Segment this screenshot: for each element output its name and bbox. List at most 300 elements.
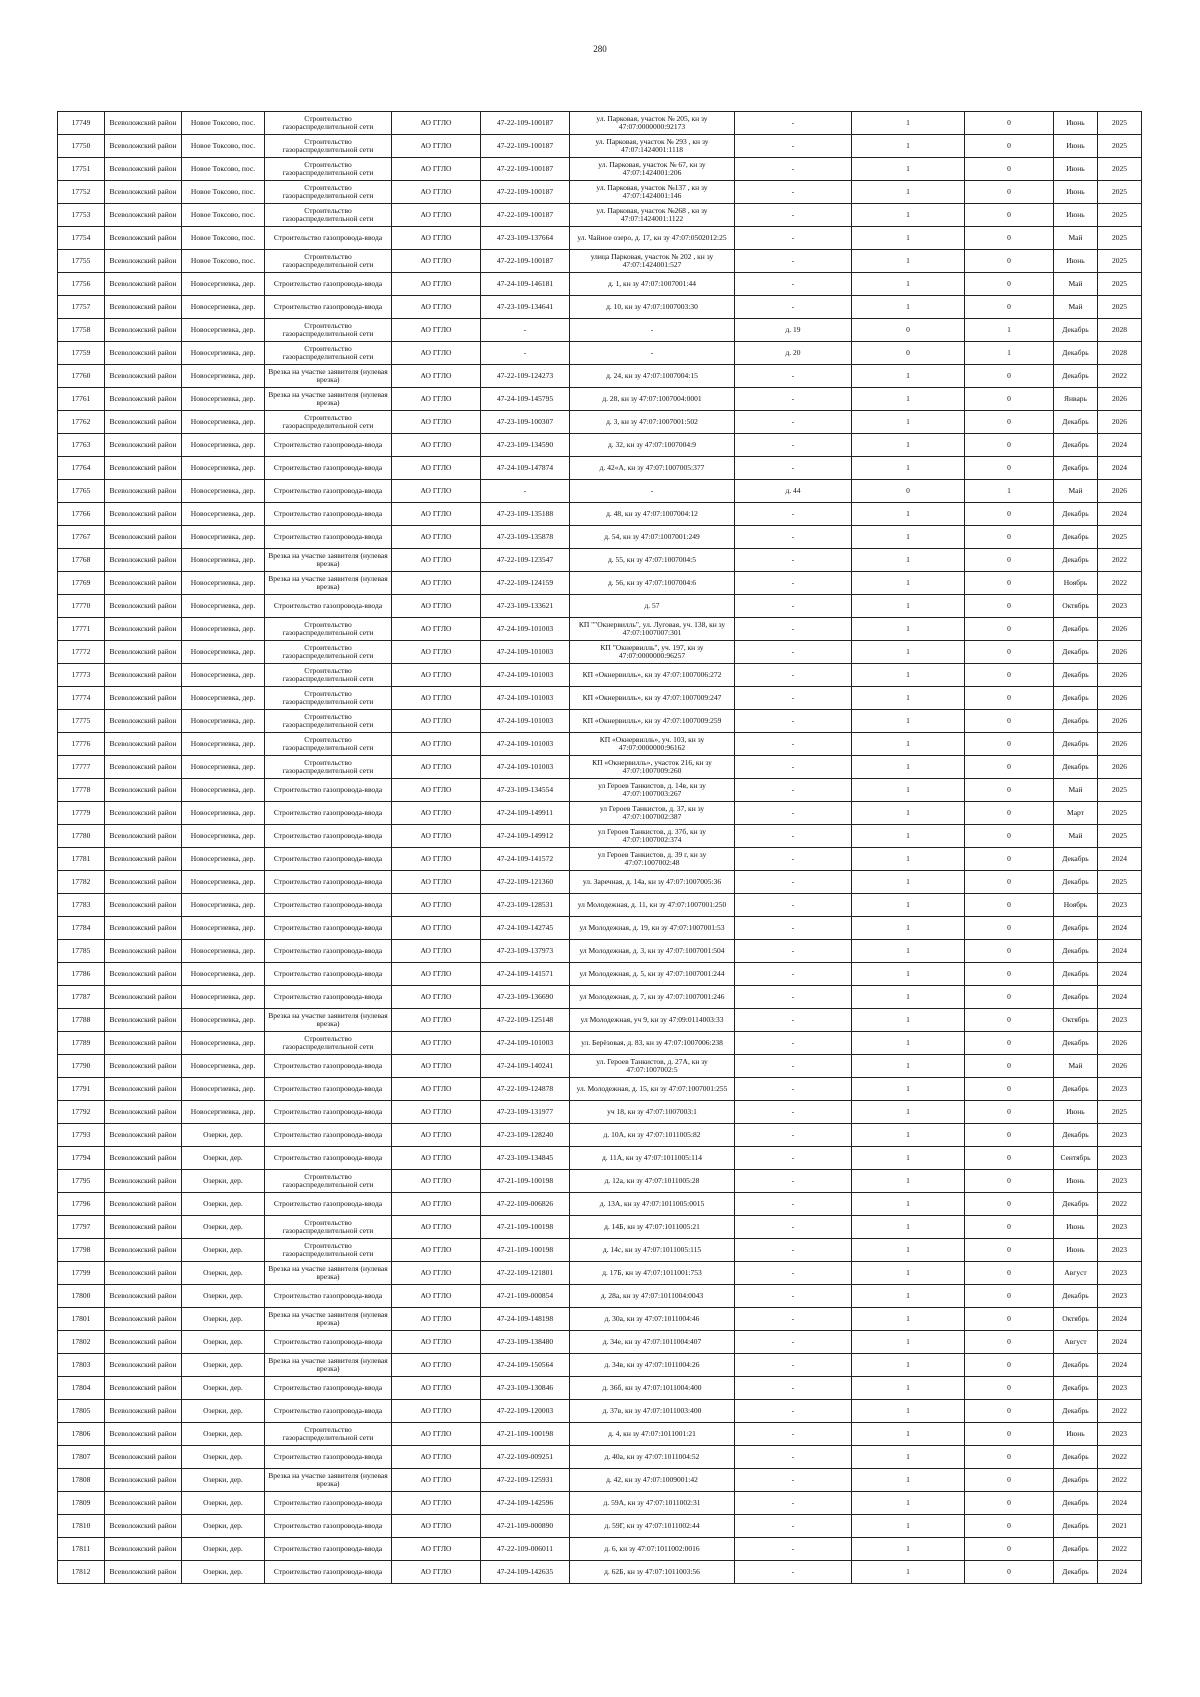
year-cell: 2025 — [1098, 296, 1142, 319]
year-cell: 2025 — [1098, 802, 1142, 825]
district-cell: Всеволожский район — [105, 1446, 182, 1469]
count-planned-cell: 0 — [965, 135, 1054, 158]
year-cell: 2022 — [1098, 365, 1142, 388]
year-cell: 2025 — [1098, 273, 1142, 296]
count-applications-cell: 1 — [852, 1469, 965, 1492]
count-planned-cell: 0 — [965, 641, 1054, 664]
page-number: 280 — [593, 44, 607, 54]
table-row — [58, 710, 1142, 733]
work-type-cell: Строительство газопровода-ввода — [265, 1147, 392, 1170]
year-cell: 2022 — [1098, 1538, 1142, 1561]
count-planned-cell: 0 — [965, 1446, 1054, 1469]
year-cell: 2026 — [1098, 687, 1142, 710]
count-planned-cell: 0 — [965, 1055, 1054, 1078]
house-cell: - — [735, 1561, 852, 1584]
work-type-cell: Строительство газораспределительной сети — [265, 733, 392, 756]
count-applications-cell: 1 — [852, 112, 965, 135]
table-row — [58, 181, 1142, 204]
locality-cell: Новосергиевка, дер. — [182, 779, 265, 802]
row-number-cell: 17786 — [58, 963, 105, 986]
house-cell: - — [735, 1193, 852, 1216]
district-cell: Всеволожский район — [105, 1216, 182, 1239]
house-cell: - — [735, 1147, 852, 1170]
locality-cell: Озерки, дер. — [182, 1423, 265, 1446]
table-row — [58, 204, 1142, 227]
table-row — [58, 227, 1142, 250]
year-cell: 2024 — [1098, 434, 1142, 457]
row-number-cell: 17752 — [58, 181, 105, 204]
count-applications-cell: 1 — [852, 1331, 965, 1354]
work-type-cell: Строительство газопровода-ввода — [265, 480, 392, 503]
house-cell: д. 44 — [735, 480, 852, 503]
district-cell: Всеволожский район — [105, 388, 182, 411]
month-cell: Декабрь — [1054, 1285, 1098, 1308]
count-planned-cell: 0 — [965, 296, 1054, 319]
count-planned-cell: 0 — [965, 411, 1054, 434]
count-applications-cell: 1 — [852, 1561, 965, 1584]
month-cell: Июнь — [1054, 181, 1098, 204]
count-planned-cell: 0 — [965, 1538, 1054, 1561]
address-cell: ул. Парковая, участок № 293 , кн зу 47:07:1424001:1118 — [570, 135, 735, 158]
row-number-cell: 17767 — [58, 526, 105, 549]
district-cell: Всеволожский район — [105, 1285, 182, 1308]
row-number-cell: 17756 — [58, 273, 105, 296]
year-cell: 2026 — [1098, 480, 1142, 503]
organization-cell: АО ГГЛО — [392, 1423, 481, 1446]
organization-cell: АО ГГЛО — [392, 342, 481, 365]
house-cell: - — [735, 1239, 852, 1262]
house-cell: - — [735, 1538, 852, 1561]
locality-cell: Озерки, дер. — [182, 1492, 265, 1515]
organization-cell: АО ГГЛО — [392, 940, 481, 963]
year-cell: 2023 — [1098, 1377, 1142, 1400]
row-number-cell: 17806 — [58, 1423, 105, 1446]
count-planned-cell: 0 — [965, 503, 1054, 526]
house-cell: - — [735, 1492, 852, 1515]
district-cell: Всеволожский район — [105, 917, 182, 940]
year-cell: 2025 — [1098, 779, 1142, 802]
table-row — [58, 917, 1142, 940]
house-cell: - — [735, 250, 852, 273]
district-cell: Всеволожский район — [105, 1561, 182, 1584]
work-type-cell: Строительство газопровода-ввода — [265, 1285, 392, 1308]
year-cell: 2026 — [1098, 710, 1142, 733]
count-planned-cell: 0 — [965, 1262, 1054, 1285]
row-number-cell: 17780 — [58, 825, 105, 848]
address-cell: д. 34е, кн зу 47:07:1011004:407 — [570, 1331, 735, 1354]
locality-cell: Новосергиевка, дер. — [182, 319, 265, 342]
district-cell: Всеволожский район — [105, 1423, 182, 1446]
year-cell: 2026 — [1098, 664, 1142, 687]
year-cell: 2025 — [1098, 250, 1142, 273]
house-cell: - — [735, 664, 852, 687]
row-number-cell: 17777 — [58, 756, 105, 779]
year-cell: 2024 — [1098, 917, 1142, 940]
locality-cell: Озерки, дер. — [182, 1216, 265, 1239]
house-cell: - — [735, 1331, 852, 1354]
month-cell: Декабрь — [1054, 940, 1098, 963]
tech-conditions-number-cell: 47-23-109-137664 — [481, 227, 570, 250]
locality-cell: Новосергиевка, дер. — [182, 526, 265, 549]
work-type-cell: Строительство газораспределительной сети — [265, 618, 392, 641]
organization-cell: АО ГГЛО — [392, 204, 481, 227]
tech-conditions-number-cell: 47-24-109-142745 — [481, 917, 570, 940]
locality-cell: Новое Токсово, пос. — [182, 158, 265, 181]
house-cell: - — [735, 1285, 852, 1308]
district-cell: Всеволожский район — [105, 204, 182, 227]
month-cell: Июнь — [1054, 1101, 1098, 1124]
locality-cell: Новосергиевка, дер. — [182, 664, 265, 687]
month-cell: Май — [1054, 273, 1098, 296]
tech-conditions-number-cell: 47-21-109-000854 — [481, 1285, 570, 1308]
work-type-cell: Врезка на участке заявителя (нулевая врезка) — [265, 1354, 392, 1377]
year-cell: 2024 — [1098, 848, 1142, 871]
organization-cell: АО ГГЛО — [392, 871, 481, 894]
month-cell: Декабрь — [1054, 1193, 1098, 1216]
count-applications-cell: 1 — [852, 457, 965, 480]
locality-cell: Озерки, дер. — [182, 1446, 265, 1469]
district-cell: Всеволожский район — [105, 457, 182, 480]
month-cell: Декабрь — [1054, 1377, 1098, 1400]
work-type-cell: Строительство газораспределительной сети — [265, 641, 392, 664]
organization-cell: АО ГГЛО — [392, 1101, 481, 1124]
tech-conditions-number-cell: 47-24-109-140241 — [481, 1055, 570, 1078]
month-cell: Декабрь — [1054, 434, 1098, 457]
address-cell: д. 40а, кн зу 47:07:1011004:52 — [570, 1446, 735, 1469]
count-planned-cell: 0 — [965, 664, 1054, 687]
row-number-cell: 17798 — [58, 1239, 105, 1262]
work-type-cell: Строительство газопровода-ввода — [265, 503, 392, 526]
month-cell: Май — [1054, 1055, 1098, 1078]
work-type-cell: Врезка на участке заявителя (нулевая врезка) — [265, 1262, 392, 1285]
organization-cell: АО ГГЛО — [392, 1055, 481, 1078]
work-type-cell: Строительство газопровода-ввода — [265, 296, 392, 319]
month-cell: Декабрь — [1054, 342, 1098, 365]
organization-cell: АО ГГЛО — [392, 388, 481, 411]
count-planned-cell: 0 — [965, 986, 1054, 1009]
organization-cell: АО ГГЛО — [392, 1216, 481, 1239]
organization-cell: АО ГГЛО — [392, 411, 481, 434]
table-row — [58, 319, 1142, 342]
count-applications-cell: 1 — [852, 388, 965, 411]
year-cell: 2022 — [1098, 1469, 1142, 1492]
table-row — [58, 733, 1142, 756]
row-number-cell: 17750 — [58, 135, 105, 158]
month-cell: Июнь — [1054, 204, 1098, 227]
year-cell: 2023 — [1098, 1423, 1142, 1446]
locality-cell: Новосергиевка, дер. — [182, 1101, 265, 1124]
table-row — [58, 273, 1142, 296]
house-cell: - — [735, 572, 852, 595]
month-cell: Декабрь — [1054, 526, 1098, 549]
year-cell: 2026 — [1098, 388, 1142, 411]
table-row — [58, 434, 1142, 457]
table-row — [58, 1446, 1142, 1469]
count-planned-cell: 0 — [965, 204, 1054, 227]
month-cell: Декабрь — [1054, 848, 1098, 871]
month-cell: Декабрь — [1054, 1400, 1098, 1423]
count-applications-cell: 1 — [852, 664, 965, 687]
table-row — [58, 411, 1142, 434]
house-cell: - — [735, 273, 852, 296]
table-row — [58, 549, 1142, 572]
month-cell: Декабрь — [1054, 457, 1098, 480]
year-cell: 2025 — [1098, 227, 1142, 250]
table-row — [58, 1124, 1142, 1147]
house-cell: - — [735, 871, 852, 894]
count-applications-cell: 1 — [852, 1400, 965, 1423]
count-planned-cell: 0 — [965, 1308, 1054, 1331]
locality-cell: Озерки, дер. — [182, 1193, 265, 1216]
organization-cell: АО ГГЛО — [392, 365, 481, 388]
address-cell: ул. Чайное озеро, д. 17, кн зу 47:07:0502012:25 — [570, 227, 735, 250]
organization-cell: АО ГГЛО — [392, 1239, 481, 1262]
count-planned-cell: 0 — [965, 112, 1054, 135]
organization-cell: АО ГГЛО — [392, 1492, 481, 1515]
locality-cell: Озерки, дер. — [182, 1170, 265, 1193]
locality-cell: Новосергиевка, дер. — [182, 986, 265, 1009]
work-type-cell: Строительство газораспределительной сети — [265, 1032, 392, 1055]
year-cell: 2024 — [1098, 986, 1142, 1009]
year-cell: 2024 — [1098, 457, 1142, 480]
organization-cell: АО ГГЛО — [392, 1446, 481, 1469]
count-planned-cell: 0 — [965, 434, 1054, 457]
row-number-cell: 17810 — [58, 1515, 105, 1538]
house-cell: - — [735, 1216, 852, 1239]
district-cell: Всеволожский район — [105, 618, 182, 641]
count-applications-cell: 1 — [852, 227, 965, 250]
count-planned-cell: 0 — [965, 1032, 1054, 1055]
count-applications-cell: 1 — [852, 1193, 965, 1216]
count-applications-cell: 1 — [852, 1239, 965, 1262]
table-row — [58, 894, 1142, 917]
month-cell: Декабрь — [1054, 365, 1098, 388]
year-cell: 2023 — [1098, 1078, 1142, 1101]
work-type-cell: Строительство газораспределительной сети — [265, 342, 392, 365]
locality-cell: Новосергиевка, дер. — [182, 1055, 265, 1078]
count-planned-cell: 0 — [965, 825, 1054, 848]
count-applications-cell: 1 — [852, 572, 965, 595]
row-number-cell: 17753 — [58, 204, 105, 227]
row-number-cell: 17809 — [58, 1492, 105, 1515]
house-cell: - — [735, 802, 852, 825]
work-type-cell: Строительство газораспределительной сети — [265, 112, 392, 135]
work-type-cell: Строительство газопровода-ввода — [265, 871, 392, 894]
row-number-cell: 17792 — [58, 1101, 105, 1124]
locality-cell: Озерки, дер. — [182, 1124, 265, 1147]
district-cell: Всеволожский район — [105, 434, 182, 457]
district-cell: Всеволожский район — [105, 1078, 182, 1101]
year-cell: 2026 — [1098, 641, 1142, 664]
address-cell: ул. Молодежная, д. 15, кн зу 47:07:1007001:255 — [570, 1078, 735, 1101]
district-cell: Всеволожский район — [105, 1239, 182, 1262]
organization-cell: АО ГГЛО — [392, 319, 481, 342]
tech-conditions-number-cell: 47-22-109-124878 — [481, 1078, 570, 1101]
work-type-cell: Строительство газопровода-ввода — [265, 1078, 392, 1101]
count-planned-cell: 1 — [965, 319, 1054, 342]
row-number-cell: 17759 — [58, 342, 105, 365]
year-cell: 2024 — [1098, 1492, 1142, 1515]
tech-conditions-number-cell: 47-24-109-147874 — [481, 457, 570, 480]
month-cell: Май — [1054, 779, 1098, 802]
house-cell: - — [735, 411, 852, 434]
house-cell: - — [735, 112, 852, 135]
count-planned-cell: 0 — [965, 1561, 1054, 1584]
organization-cell: АО ГГЛО — [392, 756, 481, 779]
table-row — [58, 1515, 1142, 1538]
count-planned-cell: 0 — [965, 457, 1054, 480]
tech-conditions-number-cell: 47-22-109-125148 — [481, 1009, 570, 1032]
tech-conditions-number-cell: 47-21-109-100198 — [481, 1239, 570, 1262]
count-applications-cell: 1 — [852, 1377, 965, 1400]
work-type-cell: Строительство газораспределительной сети — [265, 135, 392, 158]
locality-cell: Новосергиевка, дер. — [182, 411, 265, 434]
district-cell: Всеволожский район — [105, 411, 182, 434]
count-applications-cell: 1 — [852, 848, 965, 871]
month-cell: Декабрь — [1054, 1561, 1098, 1584]
count-applications-cell: 1 — [852, 1124, 965, 1147]
house-cell: - — [735, 641, 852, 664]
year-cell: 2025 — [1098, 871, 1142, 894]
count-applications-cell: 1 — [852, 503, 965, 526]
count-planned-cell: 0 — [965, 756, 1054, 779]
count-planned-cell: 0 — [965, 1078, 1054, 1101]
locality-cell: Новосергиевка, дер. — [182, 1009, 265, 1032]
count-applications-cell: 1 — [852, 733, 965, 756]
row-number-cell: 17772 — [58, 641, 105, 664]
count-applications-cell: 1 — [852, 526, 965, 549]
year-cell: 2024 — [1098, 1331, 1142, 1354]
organization-cell: АО ГГЛО — [392, 1009, 481, 1032]
table-row — [58, 112, 1142, 135]
year-cell: 2022 — [1098, 1446, 1142, 1469]
count-planned-cell: 0 — [965, 227, 1054, 250]
address-cell: д. 62Б, кн зу 47:07:1011003:56 — [570, 1561, 735, 1584]
address-cell: д. 10А, кн зу 47:07:1011005:82 — [570, 1124, 735, 1147]
address-cell: ул Молодежная, уч 9, кн зу 47:09:0114003:33 — [570, 1009, 735, 1032]
work-type-cell: Строительство газопровода-ввода — [265, 779, 392, 802]
count-applications-cell: 1 — [852, 825, 965, 848]
count-planned-cell: 0 — [965, 1193, 1054, 1216]
count-planned-cell: 0 — [965, 963, 1054, 986]
address-cell: д. 4, кн зу 47:07:1011001:21 — [570, 1423, 735, 1446]
month-cell: Декабрь — [1054, 756, 1098, 779]
tech-conditions-number-cell: 47-22-109-120003 — [481, 1400, 570, 1423]
table-row — [58, 1354, 1142, 1377]
row-number-cell: 17794 — [58, 1147, 105, 1170]
district-cell: Всеволожский район — [105, 940, 182, 963]
district-cell: Всеволожский район — [105, 687, 182, 710]
count-planned-cell: 0 — [965, 1170, 1054, 1193]
row-number-cell: 17793 — [58, 1124, 105, 1147]
work-type-cell: Строительство газопровода-ввода — [265, 227, 392, 250]
year-cell: 2028 — [1098, 342, 1142, 365]
count-planned-cell: 0 — [965, 618, 1054, 641]
organization-cell: АО ГГЛО — [392, 1032, 481, 1055]
work-type-cell: Строительство газопровода-ввода — [265, 1193, 392, 1216]
year-cell: 2028 — [1098, 319, 1142, 342]
count-applications-cell: 0 — [852, 342, 965, 365]
locality-cell: Новосергиевка, дер. — [182, 342, 265, 365]
tech-conditions-number-cell: 47-24-109-149912 — [481, 825, 570, 848]
locality-cell: Озерки, дер. — [182, 1377, 265, 1400]
work-type-cell: Строительство газораспределительной сети — [265, 1423, 392, 1446]
table-row — [58, 1193, 1142, 1216]
table-row — [58, 1469, 1142, 1492]
house-cell: - — [735, 434, 852, 457]
district-cell: Всеволожский район — [105, 1400, 182, 1423]
row-number-cell: 17757 — [58, 296, 105, 319]
row-number-cell: 17765 — [58, 480, 105, 503]
count-planned-cell: 0 — [965, 1400, 1054, 1423]
work-type-cell: Строительство газораспределительной сети — [265, 756, 392, 779]
tech-conditions-number-cell: 47-24-109-101003 — [481, 1032, 570, 1055]
house-cell: - — [735, 204, 852, 227]
locality-cell: Новосергиевка, дер. — [182, 434, 265, 457]
month-cell: Декабрь — [1054, 1515, 1098, 1538]
row-number-cell: 17801 — [58, 1308, 105, 1331]
table-row — [58, 1262, 1142, 1285]
address-cell: КП «Окнервилль», уч. 103, кн зу 47:07:0000000:96162 — [570, 733, 735, 756]
row-number-cell: 17770 — [58, 595, 105, 618]
count-planned-cell: 0 — [965, 1515, 1054, 1538]
organization-cell: АО ГГЛО — [392, 687, 481, 710]
table-row — [58, 1009, 1142, 1032]
address-cell: ул. Берёзовая, д. 83, кн зу 47:07:1007006:238 — [570, 1032, 735, 1055]
address-cell: д. 34в, кн зу 47:07:1011004:26 — [570, 1354, 735, 1377]
year-cell: 2026 — [1098, 411, 1142, 434]
count-planned-cell: 0 — [965, 710, 1054, 733]
locality-cell: Новосергиевка, дер. — [182, 457, 265, 480]
work-type-cell: Строительство газораспределительной сети — [265, 158, 392, 181]
month-cell: Декабрь — [1054, 871, 1098, 894]
organization-cell: АО ГГЛО — [392, 1354, 481, 1377]
tech-conditions-number-cell: 47-23-109-134554 — [481, 779, 570, 802]
district-cell: Всеволожский район — [105, 963, 182, 986]
year-cell: 2025 — [1098, 526, 1142, 549]
district-cell: Всеволожский район — [105, 1032, 182, 1055]
house-cell: - — [735, 549, 852, 572]
organization-cell: АО ГГЛО — [392, 1262, 481, 1285]
house-cell: - — [735, 296, 852, 319]
work-type-cell: Строительство газопровода-ввода — [265, 457, 392, 480]
year-cell: 2022 — [1098, 572, 1142, 595]
year-cell: 2023 — [1098, 1239, 1142, 1262]
organization-cell: АО ГГЛО — [392, 894, 481, 917]
district-cell: Всеволожский район — [105, 112, 182, 135]
row-number-cell: 17812 — [58, 1561, 105, 1584]
house-cell: - — [735, 503, 852, 526]
table-row — [58, 940, 1142, 963]
count-applications-cell: 1 — [852, 434, 965, 457]
organization-cell: АО ГГЛО — [392, 917, 481, 940]
organization-cell: АО ГГЛО — [392, 802, 481, 825]
address-cell: ул Молодежная, д. 19, кн зу 47:07:1007001:53 — [570, 917, 735, 940]
organization-cell: АО ГГЛО — [392, 434, 481, 457]
district-cell: Всеволожский район — [105, 365, 182, 388]
month-cell: Декабрь — [1054, 1469, 1098, 1492]
month-cell: Май — [1054, 825, 1098, 848]
house-cell: - — [735, 1032, 852, 1055]
tech-conditions-number-cell: 47-23-109-138480 — [481, 1331, 570, 1354]
district-cell: Всеволожский район — [105, 319, 182, 342]
count-applications-cell: 1 — [852, 917, 965, 940]
row-number-cell: 17766 — [58, 503, 105, 526]
address-cell: КП «Окнервилль», кн зу 47:07:1007009:259 — [570, 710, 735, 733]
house-cell: - — [735, 1078, 852, 1101]
count-applications-cell: 1 — [852, 1055, 965, 1078]
count-applications-cell: 0 — [852, 480, 965, 503]
